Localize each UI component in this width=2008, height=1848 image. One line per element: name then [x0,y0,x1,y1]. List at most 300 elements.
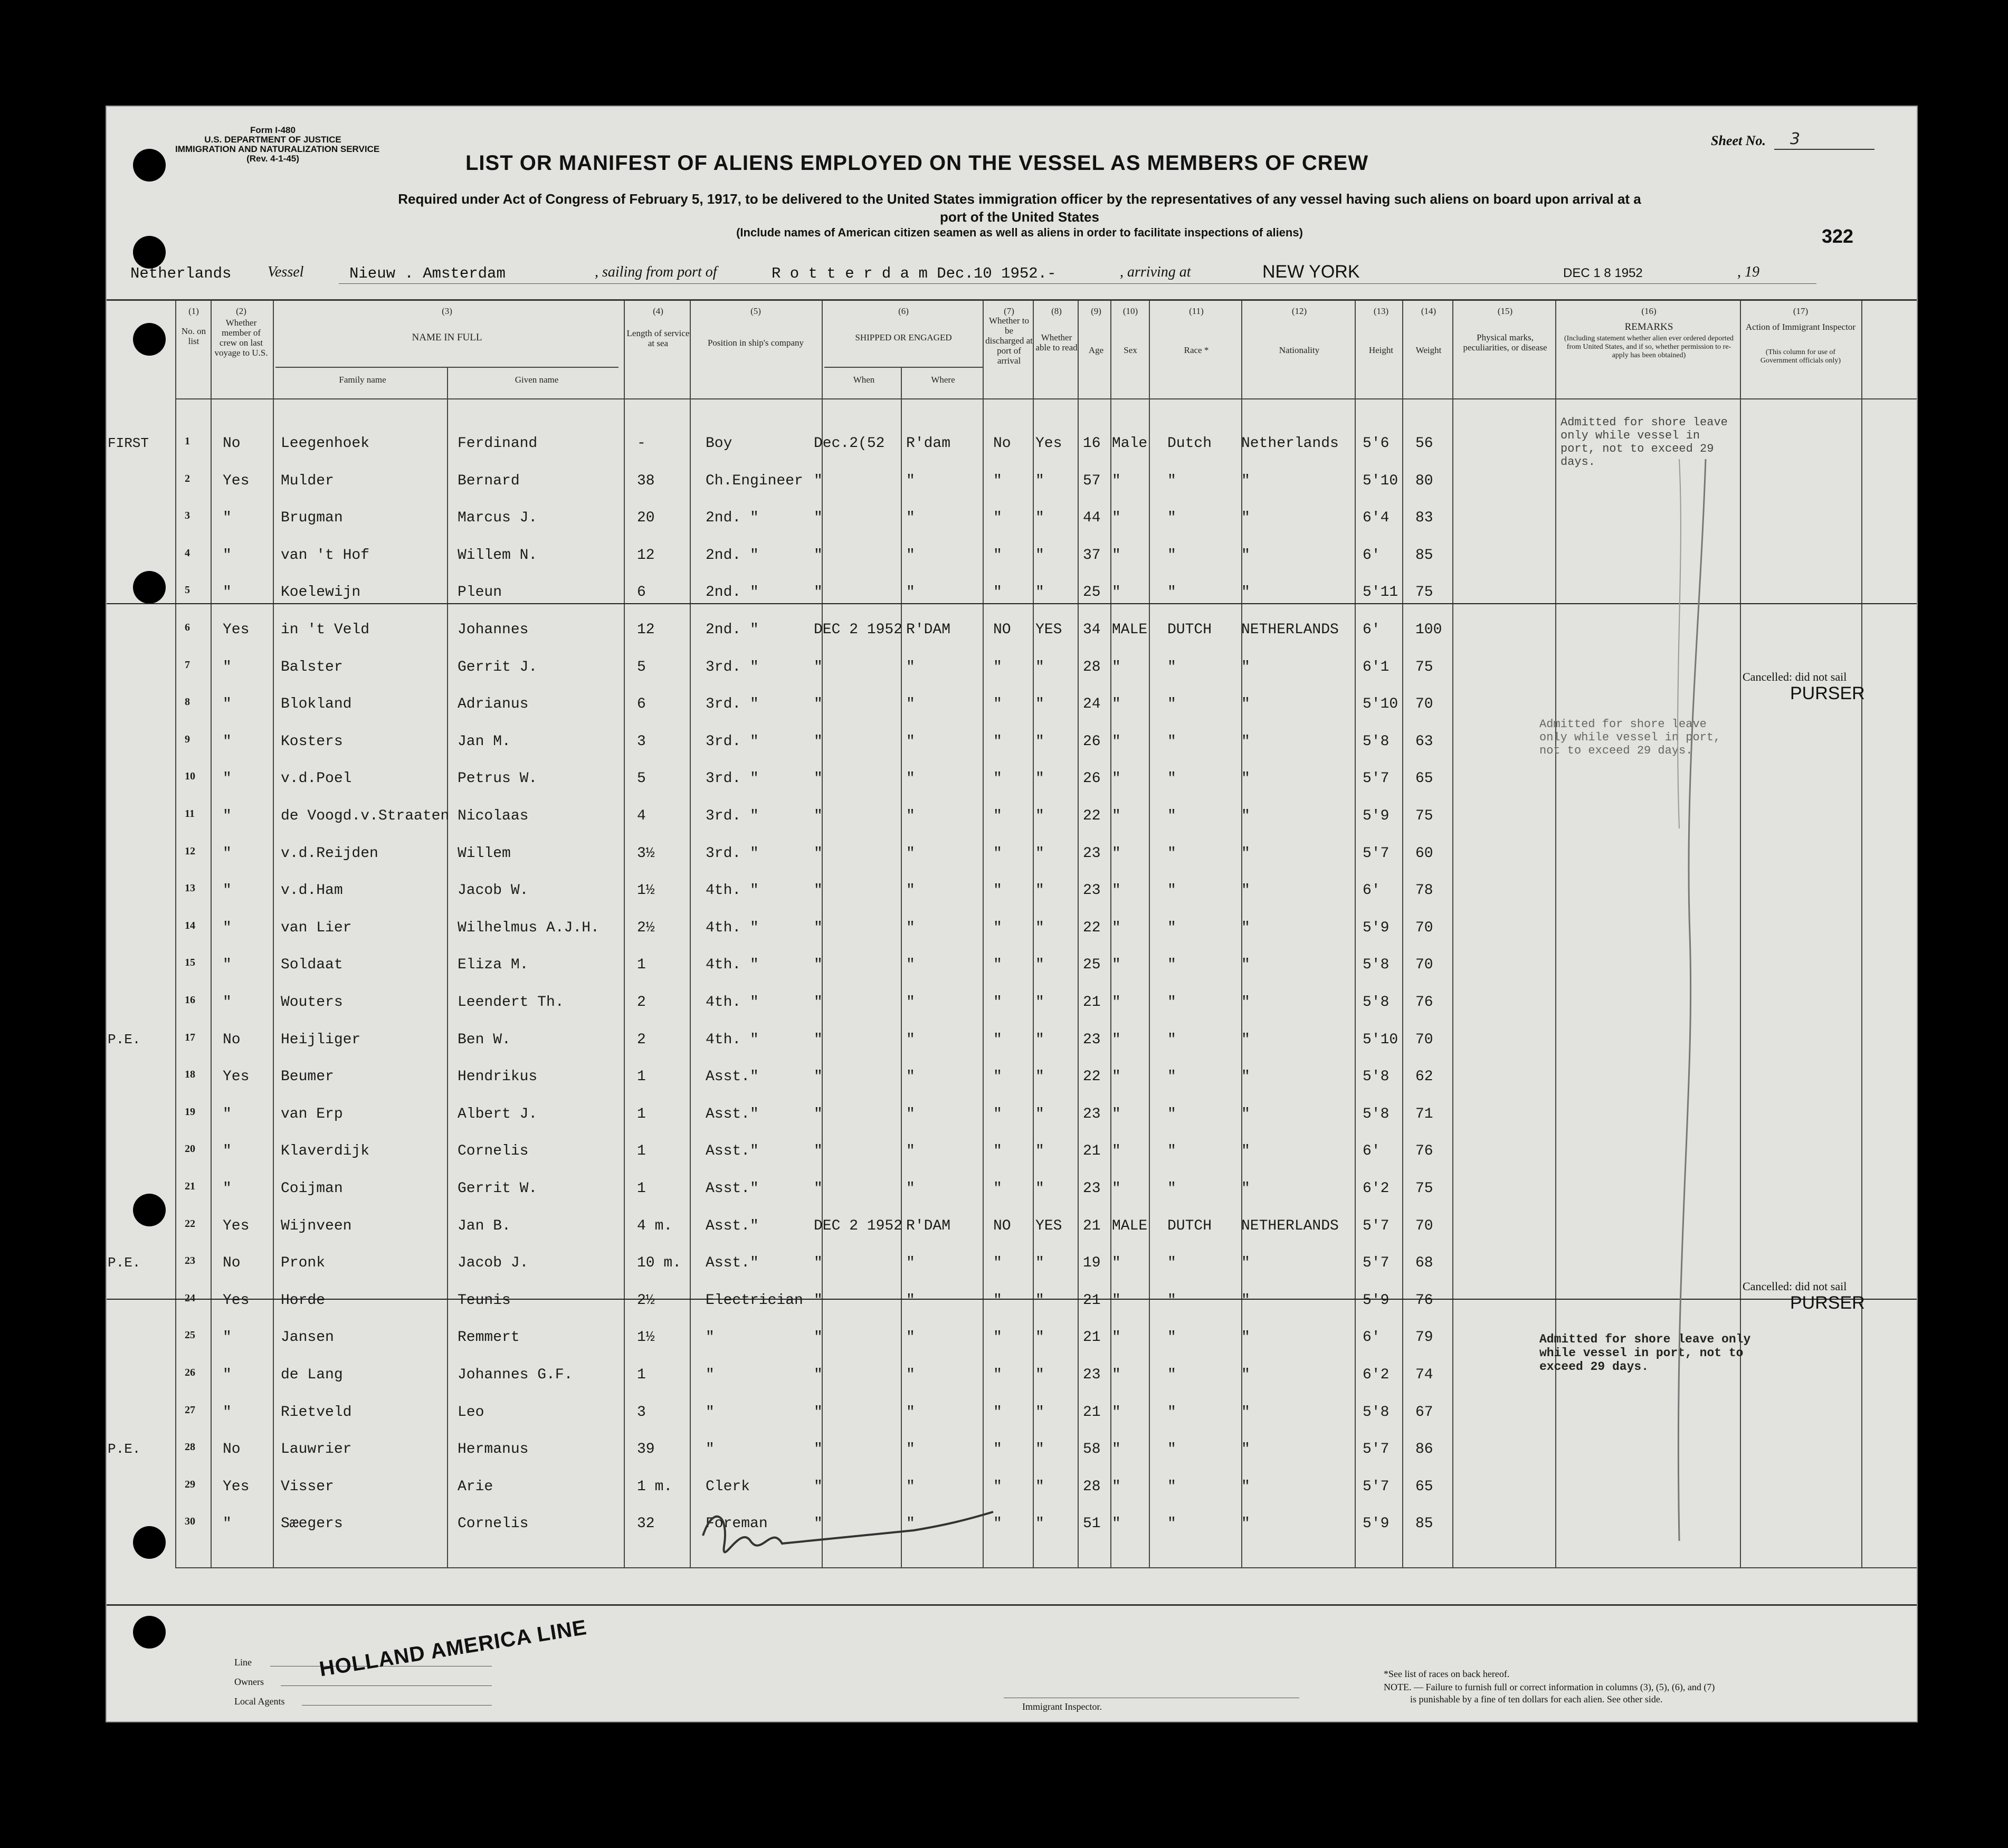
row-weight: 75 [1415,1180,1433,1197]
row-shipped-where: " [906,957,915,973]
row-number: 29 [185,1479,195,1490]
row-discharged: " [993,1032,1002,1048]
row-shipped-when: " [814,1479,823,1495]
row-number: 14 [185,920,195,931]
row-given-name: Willem [458,845,511,862]
row-shipped-where: R'dam [906,435,951,452]
row-sex: " [1112,1069,1121,1085]
row-service: 2½ [637,920,655,936]
row-prev-voyage: Yes [223,473,250,489]
row-position: 3rd. " [706,808,759,824]
row-discharged: " [993,1441,1002,1458]
row-nationality: " [1241,1069,1250,1085]
row-service: 1 [637,1180,646,1197]
row-height: 5'9 [1363,808,1390,824]
row-family-name: Leegenhoek [281,435,370,452]
row-weight: 65 [1415,1479,1433,1495]
row-service: 6 [637,584,646,601]
row-shipped-when: " [814,994,823,1011]
row-service: 20 [637,510,655,526]
row-shipped-when: " [814,473,823,489]
row-height: 6' [1363,1143,1381,1159]
row-given-name: Gerrit W. [458,1180,538,1197]
footer-agents-rule [302,1705,492,1706]
row-shipped-where: " [906,1367,915,1383]
row-race: " [1167,1404,1176,1421]
col-rule [1861,301,1862,1567]
row-weight: 68 [1415,1255,1433,1271]
col-rule [273,301,274,1567]
col-header-prev-voyage: Whether member of crew on last voyage to U.S. [214,318,268,358]
row-age: 44 [1083,510,1101,526]
row-position: 4th. " [706,994,759,1011]
row-number: 9 [185,734,190,745]
row-able-to-read: " [1035,882,1044,899]
row-sex: MALE [1112,1218,1148,1234]
row-nationality: " [1241,659,1250,675]
row-service: 5 [637,770,646,787]
row-shipped-where: " [906,510,915,526]
row-shipped-where: " [906,1106,915,1122]
row-nationality: " [1241,1329,1250,1346]
row-given-name: Willem N. [458,547,538,564]
col-num-7: (7) [1004,306,1014,316]
row-height: 5'8 [1363,994,1390,1011]
row-prev-voyage: " [223,994,232,1011]
row-sex: " [1112,1292,1121,1309]
row-height: 6' [1363,1329,1381,1346]
col-header-where: Where [931,375,955,385]
sheet-label: Sheet No. [1711,133,1766,148]
row-prev-voyage: " [223,1106,232,1122]
col-header-height: Height [1368,345,1394,355]
row-discharged: " [993,659,1002,675]
row-shipped-where: " [906,1404,915,1421]
row-prev-voyage: " [223,1367,232,1383]
row-nationality: " [1241,734,1250,750]
row-service: 4 [637,808,646,824]
row-nationality: " [1241,1367,1250,1383]
row-able-to-read: " [1035,1032,1044,1048]
row-age: 22 [1083,1069,1101,1085]
row-age: 26 [1083,770,1101,787]
row-number: 20 [185,1143,195,1155]
row-able-to-read: " [1035,473,1044,489]
row-sex: " [1112,1143,1121,1159]
col-num-5: (5) [750,306,761,316]
row-able-to-read: " [1035,1329,1044,1346]
row-family-name: Brugman [281,510,343,526]
row-sex: " [1112,957,1121,973]
row-shipped-where: " [906,1329,915,1346]
row-shipped-where: " [906,770,915,787]
row-shipped-when: " [814,1292,823,1309]
row-family-name: Visser [281,1479,334,1495]
row-service: 1½ [637,1329,655,1346]
row-age: 23 [1083,1032,1101,1048]
col-rule [983,301,984,1567]
row-shipped-where: " [906,808,915,824]
row-race: " [1167,957,1176,973]
col-rule [1149,301,1150,1567]
row-service: - [637,435,646,452]
row-shipped-where: " [906,920,915,936]
arrival-port: NEW YORK [1262,262,1360,282]
page-subtitle-2: port of the United States [940,209,1099,225]
row-family-name: Koelewijn [281,584,361,601]
row-weight: 80 [1415,473,1433,489]
row-position: " [706,1441,715,1458]
row-weight: 79 [1415,1329,1433,1346]
row-weight: 74 [1415,1367,1433,1383]
row-number: 7 [185,659,190,671]
race-note: *See list of races on back hereof. [1384,1669,1510,1679]
row-prev-voyage: " [223,584,232,601]
row-shipped-when: " [814,1441,823,1458]
header-bottom-rule [175,398,1917,399]
col-header-service: Length of service at sea [626,328,690,348]
row-given-name: Jan M. [458,734,511,750]
row-number: 12 [185,845,195,857]
row-shipped-when: Dec.2(52 [814,435,885,452]
row-family-name: Wouters [281,994,343,1011]
row-race: " [1167,1367,1176,1383]
row-shipped-where: " [906,1069,915,1085]
row-family-name: Beumer [281,1069,334,1085]
row-sex: " [1112,1479,1121,1495]
footer-owners-rule [281,1685,492,1686]
row-number: 25 [185,1329,195,1341]
row-age: 51 [1083,1516,1101,1532]
row-margin-label: P.E. [108,1255,141,1271]
row-position: Asst." [706,1069,759,1085]
row-age: 21 [1083,1329,1101,1346]
row-sex: " [1112,1106,1121,1122]
row-discharged: " [993,920,1002,936]
row-nationality: " [1241,920,1250,936]
row-given-name: Remmert [458,1329,520,1346]
row-shipped-when: " [814,1404,823,1421]
row-service: 5 [637,659,646,675]
row-number: 16 [185,994,195,1006]
row-sex: MALE [1112,622,1148,638]
row-discharged: " [993,808,1002,824]
fine-note-2: is punishable by a fine of ten dollars for each alien. See other side. [1410,1694,1663,1704]
arrival-date: DEC 1 8 1952 [1563,266,1643,280]
row-shipped-where: " [906,547,915,564]
row-shipped-where: " [906,994,915,1011]
row-number: 24 [185,1292,195,1304]
row-shipped-when: " [814,770,823,787]
col-num-1: (1) [188,306,199,316]
col-num-6: (6) [898,306,909,316]
row-able-to-read: YES [1035,1218,1062,1234]
row-position: Electrician [706,1292,803,1309]
row-age: 57 [1083,473,1101,489]
row-prev-voyage: Yes [223,1479,250,1495]
row-sex: " [1112,808,1121,824]
row-height: 5'10 [1363,696,1398,712]
row-age: 22 [1083,920,1101,936]
row-family-name: van Erp [281,1106,343,1122]
row-shipped-where: " [906,734,915,750]
row-family-name: v.d.Poel [281,770,352,787]
row-given-name: Petrus W. [458,770,538,787]
row-given-name: Jan B. [458,1218,511,1234]
row-discharged: NO [993,1218,1011,1234]
row-race: " [1167,994,1176,1011]
row-nationality: " [1241,696,1250,712]
arriving-label: , arriving at [1120,264,1191,280]
row-shipped-where: " [906,1479,915,1495]
row-age: 23 [1083,1180,1101,1197]
row-nationality: " [1241,882,1250,899]
row-sex: " [1112,1180,1121,1197]
row-nationality: " [1241,1516,1250,1532]
vessel-name: Nieuw . Amsterdam [349,265,506,282]
row-number: 17 [185,1032,195,1043]
row-prev-voyage: " [223,510,232,526]
row-age: 21 [1083,1218,1101,1234]
row-shipped-when: DEC 2 1952 [814,1218,903,1234]
row-able-to-read: " [1035,1404,1044,1421]
col-header-sex: Sex [1124,345,1137,355]
col-num-8: (8) [1051,306,1062,316]
row-able-to-read: " [1035,1292,1044,1309]
row-number: 11 [185,808,195,820]
row-family-name: Pronk [281,1255,326,1271]
row-shipped-where: " [906,696,915,712]
row-position: 2nd. " [706,547,759,564]
row-nationality: " [1241,473,1250,489]
row-nationality: " [1241,770,1250,787]
row-sex: " [1112,547,1121,564]
row-age: 26 [1083,734,1101,750]
row-able-to-read: " [1035,1479,1044,1495]
row-nationality: " [1241,1032,1250,1048]
row-family-name: Soldaat [281,957,343,973]
row-position: Foreman [706,1516,768,1532]
row-nationality: " [1241,808,1250,824]
row-service: 1 [637,1106,646,1122]
row-weight: 85 [1415,1516,1433,1532]
row-shipped-when: " [814,808,823,824]
row-position: Asst." [706,1218,759,1234]
row-shipped-when: " [814,659,823,675]
row-family-name: Sæegers [281,1516,343,1532]
row-given-name: Leo [458,1404,484,1421]
sheet-underline [1774,149,1874,150]
row-service: 1 [637,1069,646,1085]
col-num-16: (16) [1641,306,1657,316]
departure-port: R o t t e r d a m Dec.10 1952.- [772,265,1057,282]
row-service: 1 [637,1143,646,1159]
row-given-name: Cornelis [458,1143,529,1159]
row-family-name: Horde [281,1292,326,1309]
row-prev-voyage: " [223,659,232,675]
row-age: 23 [1083,1106,1101,1122]
row-weight: 76 [1415,994,1433,1011]
row-service: 2 [637,1032,646,1048]
row-prev-voyage: No [223,1032,241,1048]
row-weight: 100 [1415,622,1442,638]
row-given-name: Gerrit J. [458,659,538,675]
row-able-to-read: YES [1035,622,1062,638]
row-family-name: van 't Hof [281,547,370,564]
row-discharged: " [993,510,1002,526]
row-nationality: " [1241,845,1250,862]
row-able-to-read: " [1035,659,1044,675]
row-nationality: " [1241,1180,1250,1197]
row-service: 39 [637,1441,655,1458]
col-num-17: (17) [1793,306,1809,316]
col-rule [690,301,691,1567]
row-sex: " [1112,770,1121,787]
row-race: DUTCH [1167,622,1212,638]
shipped-subheader-rule [824,367,983,368]
row-given-name: Cornelis [458,1516,529,1532]
row-sex: " [1112,510,1121,526]
row-margin-label: P.E. [108,1032,141,1047]
row-service: 38 [637,473,655,489]
row-age: 25 [1083,584,1101,601]
row-sex: " [1112,845,1121,862]
col-rule [1110,301,1111,1567]
row-family-name: in 't Veld [281,622,370,638]
row-height: 5'8 [1363,1069,1390,1085]
row-height: 5'7 [1363,1479,1390,1495]
row-prev-voyage: " [223,845,232,862]
row-number: 22 [185,1218,195,1230]
row-family-name: Klaverdijk [281,1143,370,1159]
row-number: 27 [185,1404,195,1416]
row-prev-voyage: " [223,882,232,899]
row-height: 5'7 [1363,1255,1390,1271]
row-given-name: Ben W. [458,1032,511,1048]
col-header-when: When [853,375,875,385]
row-service: 12 [637,547,655,564]
row-number: 10 [185,770,195,782]
row-family-name: Coijman [281,1180,343,1197]
col-rule [1555,301,1556,1567]
row-given-name: Bernard [458,473,520,489]
row-height: 5'11 [1363,584,1398,601]
row-family-name: v.d.Ham [281,882,343,899]
punch-hole [133,1616,166,1649]
row-prev-voyage: Yes [223,1069,250,1085]
col-header-shipped: SHIPPED OR ENGAGED [855,332,952,342]
row-nationality: " [1241,510,1250,526]
col-header-race: Race * [1184,345,1209,355]
row-sex: " [1112,1255,1121,1271]
row-discharged: " [993,473,1002,489]
row-number: 28 [185,1441,195,1453]
row-discharged: " [993,1106,1002,1122]
row-height: 5'9 [1363,1292,1390,1309]
col-header-family: Family name [339,375,386,385]
row-discharged: " [993,1292,1002,1309]
row-age: 22 [1083,808,1101,824]
row-family-name: Lauwrier [281,1441,352,1458]
row-family-name: Wijnveen [281,1218,352,1234]
row-weight: 76 [1415,1143,1433,1159]
row-race: " [1167,1255,1176,1271]
row-able-to-read: " [1035,734,1044,750]
row-prev-voyage: " [223,547,232,564]
row-discharged: " [993,1479,1002,1495]
row-given-name: Jacob J. [458,1255,529,1271]
row-prev-voyage: " [223,1516,232,1532]
row-shipped-where: " [906,584,915,601]
col-rule [901,367,902,1567]
row-race: " [1167,1069,1176,1085]
row-shipped-where: R'DAM [906,1218,951,1234]
row-given-name: Leendert Th. [458,994,564,1011]
row-family-name: Balster [281,659,343,675]
row-discharged: " [993,1367,1002,1383]
row-weight: 56 [1415,435,1433,452]
row-given-name: Jacob W. [458,882,529,899]
row-race: " [1167,1032,1176,1048]
row-height: 5'7 [1363,845,1390,862]
row-weight: 71 [1415,1106,1433,1122]
row-able-to-read: " [1035,920,1044,936]
row-shipped-when: " [814,547,823,564]
row-weight: 65 [1415,770,1433,787]
row-race: DUTCH [1167,1218,1212,1234]
row-discharged: " [993,1180,1002,1197]
row-weight: 70 [1415,920,1433,936]
row-nationality: " [1241,1292,1250,1309]
row-shipped-when: " [814,1180,823,1197]
row-race: " [1167,584,1176,601]
row-position: 2nd. " [706,584,759,601]
row-weight: 67 [1415,1404,1433,1421]
row-position: 2nd. " [706,510,759,526]
row-age: 58 [1083,1441,1101,1458]
row-discharged: " [993,1143,1002,1159]
row-given-name: Arie [458,1479,493,1495]
col-rule [624,301,625,1567]
row-shipped-when: " [814,1329,823,1346]
row-service: 2 [637,994,646,1011]
col-rule [1402,301,1403,1567]
row-sex: " [1112,882,1121,899]
row-able-to-read: Yes [1035,435,1062,452]
row-family-name: Kosters [281,734,343,750]
row-number: 21 [185,1180,195,1192]
row-given-name: Hermanus [458,1441,529,1458]
row-discharged: " [993,1255,1002,1271]
remark-1: Admitted for shore leave only while vessel in port, not to exceed 29 days. [1560,416,1728,469]
row-race: " [1167,547,1176,564]
row-sex: " [1112,1329,1121,1346]
signature [692,1493,1009,1578]
row-prev-voyage: " [223,770,232,787]
row-nationality: " [1241,547,1250,564]
row-discharged: No [993,435,1011,452]
row-given-name: Eliza M. [458,957,529,973]
row-family-name: van Lier [281,920,352,936]
row-able-to-read: " [1035,1143,1044,1159]
form-department: U.S. DEPARTMENT OF JUSTICE [204,135,341,145]
row-sex: " [1112,696,1121,712]
row-shipped-when: " [814,734,823,750]
row-weight: 70 [1415,957,1433,973]
manifest-sheet [106,106,1918,1722]
row-able-to-read: " [1035,808,1044,824]
col-header-action-note: (This column for use of Government officials only) [1760,348,1841,365]
